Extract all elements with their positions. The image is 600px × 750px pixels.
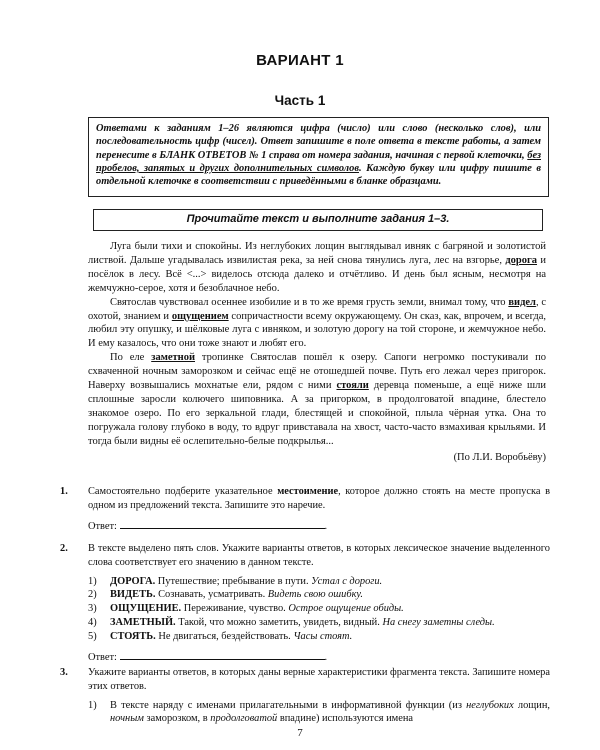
question-text: В тексте выделено пять слов. Укажите варианты ответов, в которых лексическое значение выделенного слова соответствует его значению в данном тексте. bbox=[88, 543, 550, 568]
option-definition: Такой, что можно заметить, увидеть, видный. bbox=[178, 616, 380, 628]
option-item bbox=[88, 602, 550, 616]
option-item bbox=[88, 630, 550, 644]
question-1 bbox=[60, 485, 550, 533]
option-number: 3) bbox=[88, 603, 97, 615]
highlighted-word-videl: видел bbox=[508, 296, 536, 308]
passage-paragraph-2 bbox=[88, 296, 546, 352]
part-title: Часть 1 bbox=[274, 93, 326, 108]
option-italic-word: неглубоких bbox=[466, 699, 514, 711]
question-number: 1. bbox=[60, 486, 68, 497]
option-item bbox=[88, 588, 550, 602]
option-number: 1) bbox=[88, 699, 97, 711]
reading-passage bbox=[88, 240, 546, 465]
option-text: В тексте наряду с именами прилагательными в информативной функции (из bbox=[110, 699, 462, 711]
option-number: 2) bbox=[88, 589, 97, 601]
option-item bbox=[88, 699, 550, 727]
option-italic-word: продолговатой bbox=[210, 713, 278, 725]
page-number: 7 bbox=[297, 727, 303, 739]
answer-row: Ответ: . bbox=[88, 518, 550, 534]
question-2 bbox=[60, 542, 550, 664]
answer-row: Ответ: . bbox=[88, 649, 550, 665]
question-text-part: , которое должно стоять на месте пропуска в одном из предложений текста. Запишите это наречие. bbox=[88, 486, 550, 511]
answer-label: Ответ: bbox=[88, 651, 117, 663]
question-number: 3. bbox=[60, 667, 68, 678]
option-italic-word: ночным bbox=[110, 713, 144, 725]
question-number: 2. bbox=[60, 543, 68, 554]
option-number: 1) bbox=[88, 575, 97, 587]
question-3 bbox=[60, 666, 550, 726]
answer-label: Ответ: bbox=[88, 520, 117, 532]
question-text bbox=[88, 485, 550, 513]
passage-text: По еле bbox=[110, 352, 145, 364]
instructions-box bbox=[88, 117, 549, 197]
instructions-text-end: . Каждую букву или цифру пишите в отдельной клеточке в соответствии с приведёнными в бланке образцами. bbox=[96, 162, 541, 188]
page-title: ВАРИАНТ 1 bbox=[256, 52, 344, 69]
highlighted-word-doroga: дорога bbox=[505, 254, 538, 266]
option-item bbox=[88, 616, 550, 630]
passage-text: и посёлок в лесу. Всё <...> виделось отсюда далеко и отчётливо. И день был ясным, несмотря на жемчужно-серое, хотя и безоблачное небо. bbox=[88, 254, 547, 294]
option-word: ВИДЕТЬ. bbox=[110, 589, 156, 601]
option-definition: Путешествие; пребывание в пути. bbox=[157, 575, 309, 587]
answer-field[interactable] bbox=[120, 518, 325, 529]
passage-text: Святослав чувствовал осеннее изобилие и в то же время грусть земли, внимал тому, что bbox=[110, 296, 506, 308]
passage-text: тропинке Святослав пошёл к озеру. Сапоги негромко постукивали по схваченной ночным заморозком и сейчас ещё не отошедшей почве. Путь его лежал через пригорок. Наверху возвышались мохнатые ели, рядом с ними bbox=[88, 352, 546, 392]
question-keyword: местоимение bbox=[277, 486, 339, 497]
option-item bbox=[88, 575, 550, 589]
option-definition: Сознавать, усматривать. bbox=[158, 589, 266, 601]
option-word: ЗАМЕТНЫЙ. bbox=[110, 616, 176, 628]
answer-field[interactable] bbox=[120, 649, 325, 660]
options-list bbox=[88, 575, 550, 644]
passage-paragraph-3 bbox=[88, 351, 546, 448]
passage-text: деревца поменьше, а ещё ниже шли сплошные заросли колючего шиповника. А за пригорком, в продолговатой впадине, блестело знакомое озеро. По его зеркальной глади, блестящей и спокойной, плыла чёрная утка. Она то погружала голову глубоко в воду, то вдруг привставала на хвост, часто-часто взмахивая крыльями. И тогда были видны её ослепительно-белые подкрылья... bbox=[88, 380, 547, 447]
passage-text: , с охотой, знанием и bbox=[88, 296, 546, 322]
highlighted-word-zametnoy: заметной bbox=[151, 352, 196, 364]
option-example: На снегу заметны следы. bbox=[382, 616, 495, 628]
instructions-text: Ответами к заданиям 1–26 являются цифра (число) или слово (несколько слов), или последовательность цифр (чисел). Ответ запишите в поле ответа в тексте работы, а затем перенесите в БЛАНК ОТВЕТОВ № 1 справа от номера задания, начиная с первой клеточки, bbox=[96, 123, 541, 161]
highlighted-word-oshchushcheniem: ощущением bbox=[171, 310, 229, 322]
option-number: 4) bbox=[88, 616, 97, 628]
option-example: Острое ощущение обиды. bbox=[288, 603, 404, 615]
option-example: Часы стоят. bbox=[293, 630, 353, 642]
options-list bbox=[88, 699, 550, 727]
read-task-box: Прочитайте текст и выполните задания 1–3. bbox=[93, 209, 543, 231]
option-definition: Переживание, чувство. bbox=[183, 603, 286, 615]
passage-text: Луга были тихи и спокойны. Из неглубоких лощин выглядывал ивняк с багряной и золотистой листвой. Дальше угадывалась извилистая река, за ней снова тянулись луга, лес на взгорье, bbox=[88, 241, 546, 266]
option-text: заморозком, в bbox=[146, 713, 208, 725]
option-number: 5) bbox=[88, 630, 97, 642]
question-text-part: Самостоятельно подберите указательное bbox=[88, 486, 273, 497]
question-text: Укажите варианты ответов, в которых даны верные характеристики фрагмента текста. Запишите номера этих ответов. bbox=[88, 667, 550, 692]
option-word: ОЩУЩЕНИЕ. bbox=[110, 603, 182, 615]
option-word: ДОРОГА. bbox=[110, 575, 156, 587]
option-word: СТОЯТЬ. bbox=[110, 630, 156, 642]
option-example: Устал с дороги. bbox=[311, 575, 383, 587]
option-text: впадине) используются имена bbox=[279, 713, 413, 725]
option-text: лощин, bbox=[517, 699, 550, 711]
instructions-underlined-text: без пробелов, запятых и других дополнительных символов bbox=[96, 149, 541, 174]
option-example: Видеть свою ошибку. bbox=[267, 589, 363, 601]
option-definition: Не двигаться, бездействовать. bbox=[158, 630, 291, 642]
highlighted-word-stoyali: стояли bbox=[336, 380, 369, 392]
passage-text: сопричастности всему окружающему. Он сказ, как, впрочем, и всегда, любил эту опушку, и шёлковые луга с ивняком, и золотую дорогу на той стороне, и жемчужное небо. И ему казалось, что они тоже знают и любят его. bbox=[88, 310, 546, 350]
passage-paragraph-1 bbox=[88, 240, 546, 296]
passage-source: (По Л.И. Воробьёву) bbox=[453, 451, 546, 463]
